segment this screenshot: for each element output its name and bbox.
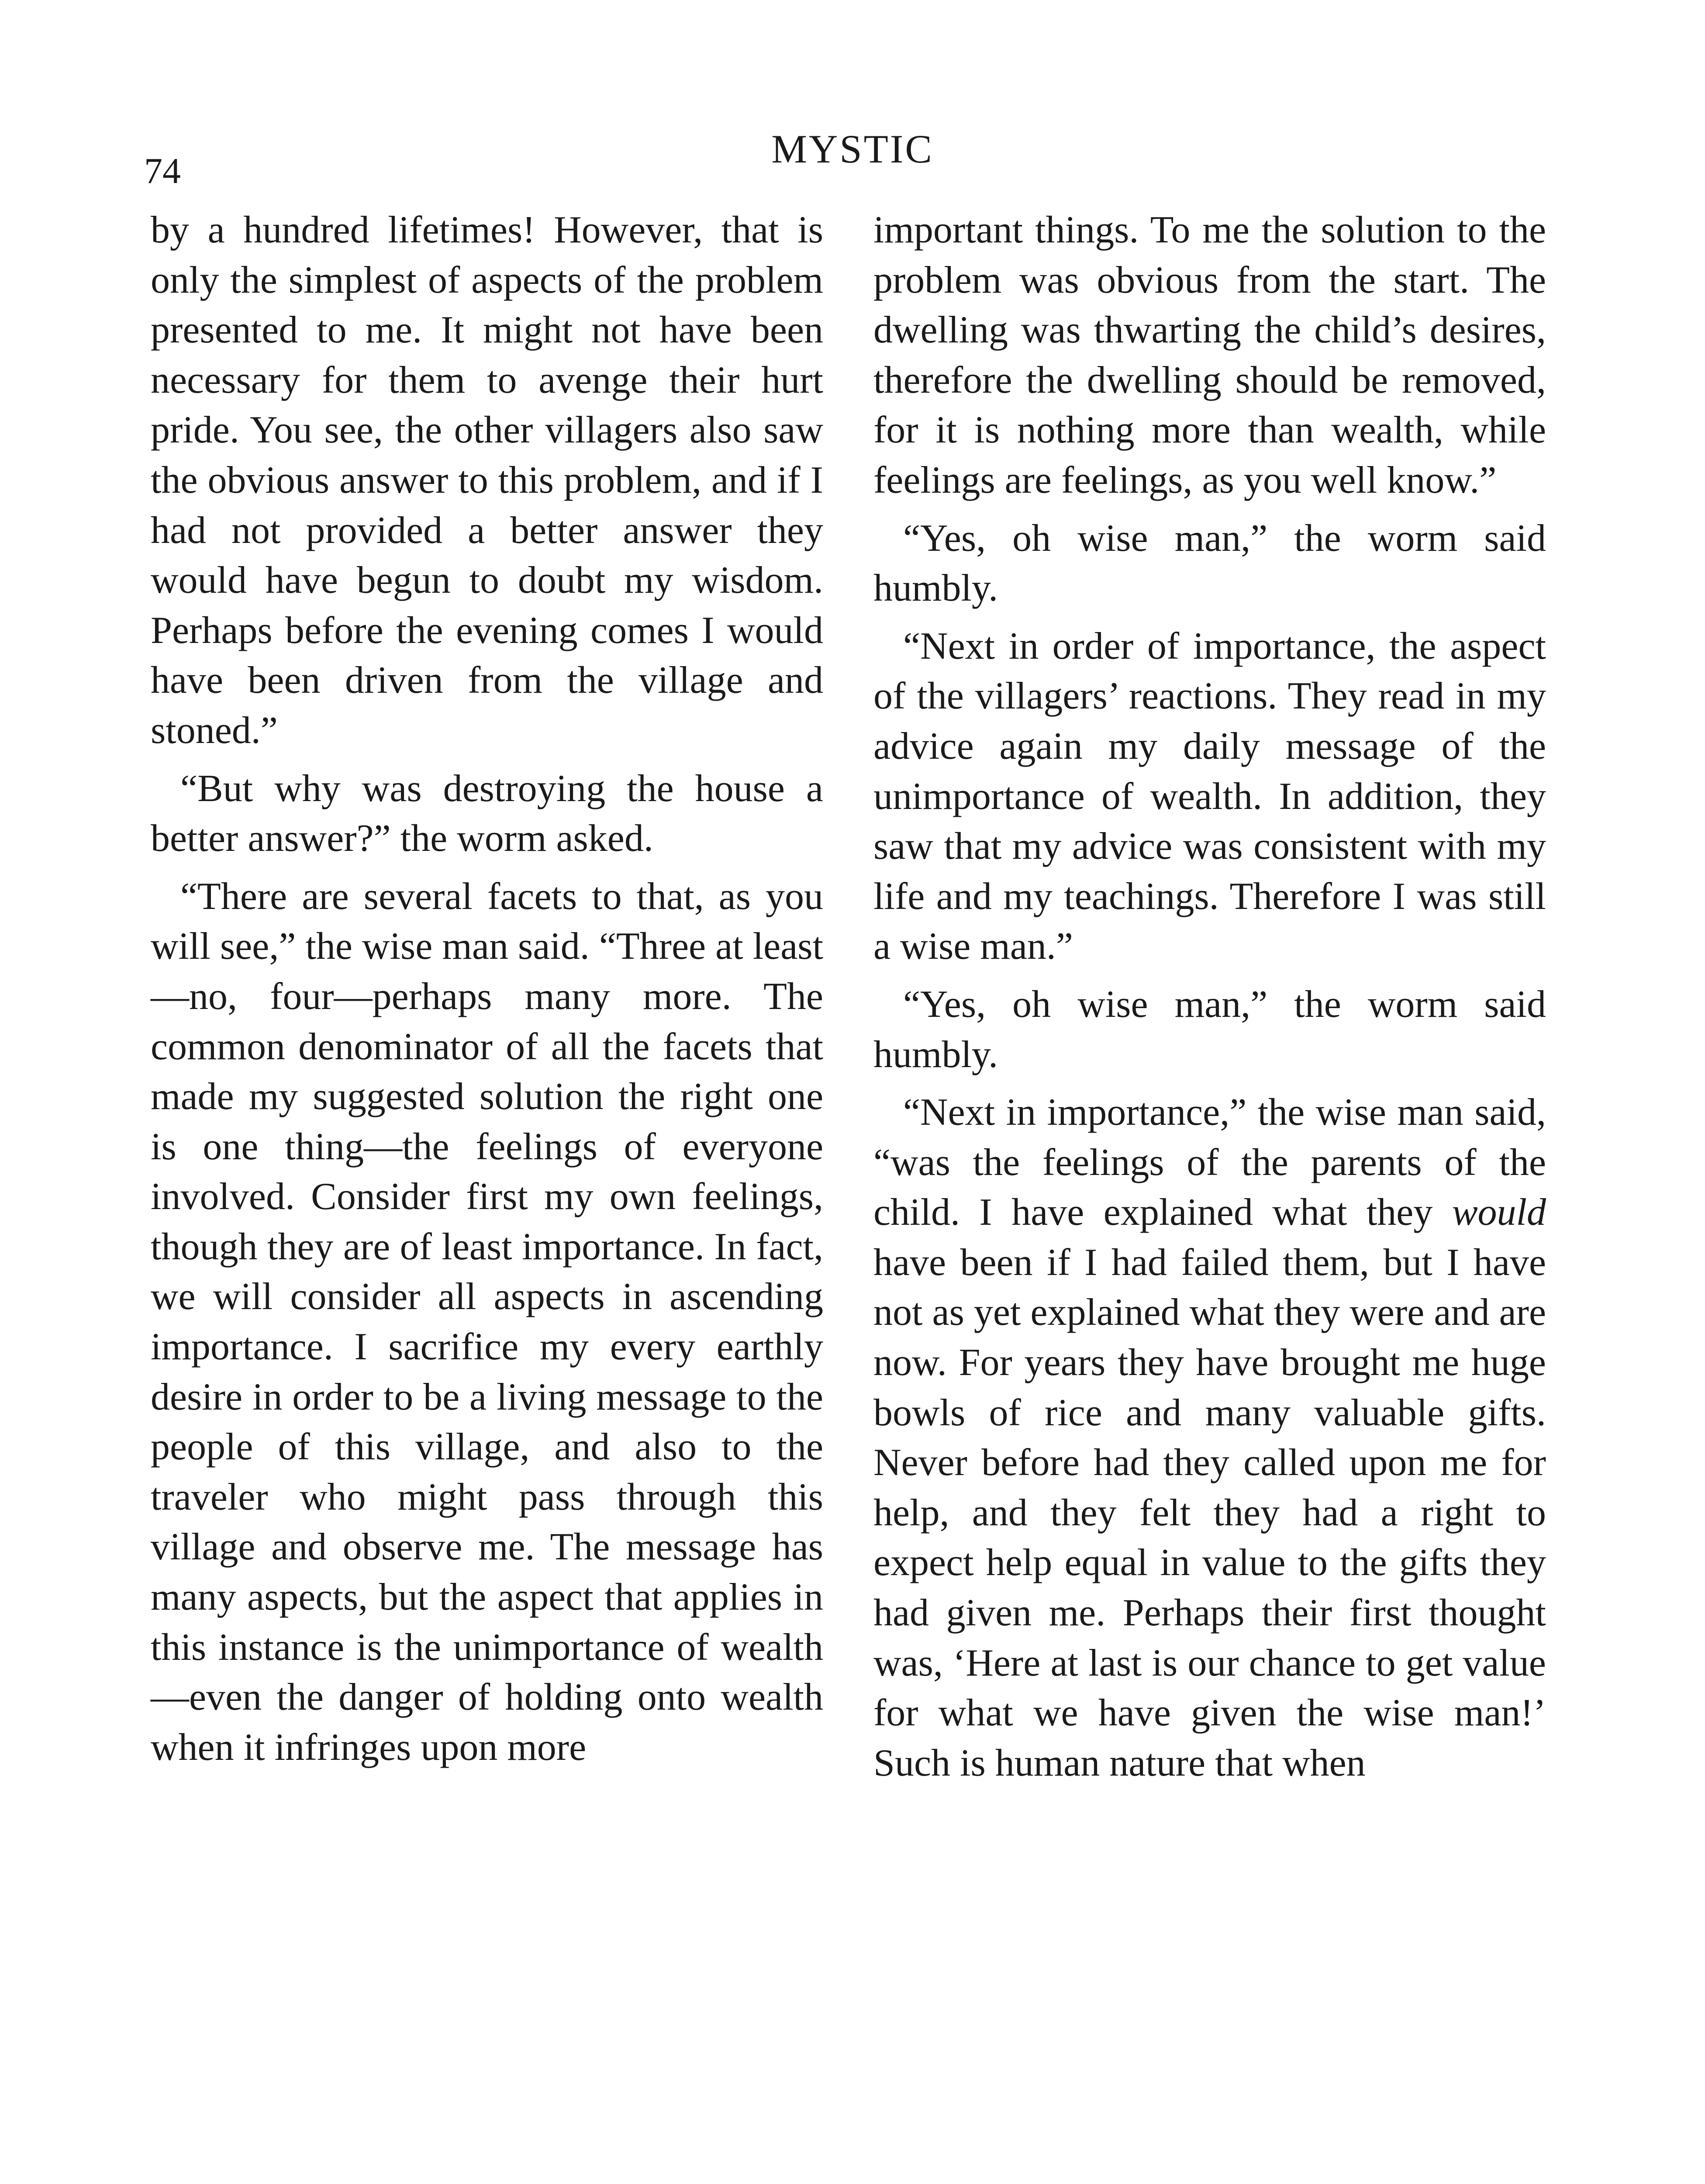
paragraph: “Next in order of importance, the aspect of the villagers’ reactions. They read in my advice again my daily message of the unimportance of wealth. In addition, they saw that my advice was consistent with my life and my teachings. Therefore I was still a wise man.” (873, 625, 1546, 968)
paragraph (873, 1088, 1546, 1788)
paragraph-text: “Next in importance,” the wise man said, “was the feelings of the parents of the child. I have explained what they (873, 1091, 1546, 1234)
paragraph: “Yes, oh wise man,” the worm said humbly. (873, 517, 1546, 610)
page-number: 74 (144, 151, 181, 191)
paragraph: important things. To me the solution to the problem was obvious from the start. The dwelling was thwarting the child’s desires, therefore the dwelling should be removed, for it is nothing more than wealth, while feelings are feelings, as you well know.” (873, 209, 1546, 501)
paragraph: “Yes, oh wise man,” the worm said humbly. (873, 983, 1546, 1076)
paragraph-text: have been if I had failed them, but I have not as yet explained what they were and are now. For years they have brought me huge bowls of rice and many valuable gifts. Never before had they called upon me for help, and they felt they had a right to expect help equal in value to the gifts they had given me. Perhaps their first thought was, ‘Here at last is our chance to get value for what we have given the wise man!’ Such is human nature that when (873, 1241, 1546, 1784)
right-column (873, 205, 1546, 1788)
paragraph: by a hundred lifetimes! However, that is only the simplest of aspects of the problem presented to me. It might not have been necessary for them to avenge their hurt pride. You see, the other villagers also saw the obvious answer to this problem, and if I had not provided a better answer they would have begun to doubt my wisdom. Perhaps before the evening comes I would have been driven from the village and stoned.” (151, 209, 823, 752)
left-column (151, 205, 823, 1773)
running-title: MYSTIC (771, 127, 934, 171)
emphasis-word: would (1452, 1191, 1546, 1234)
paragraph: “There are several facets to that, as you will see,” the wise man said. “Three at least—no, four—perhaps many more. The common denominator of all the facets that made my suggested solution the right one is one thing—the feelings of everyone involved. Consider first my own feelings, though they are of least importance. In fact, we will consider all aspects in ascending importance. I sacrifice my every earthly desire in order to be a living message to the people of this village, and also to the traveler who might pass through this village and observe me. The message has many aspects, but the aspect that applies in this instance is the unimportance of wealth—even the danger of holding onto wealth when it infringes upon more (151, 875, 823, 1769)
paragraph: “But why was destroying the house a better answer?” the worm asked. (151, 767, 823, 860)
